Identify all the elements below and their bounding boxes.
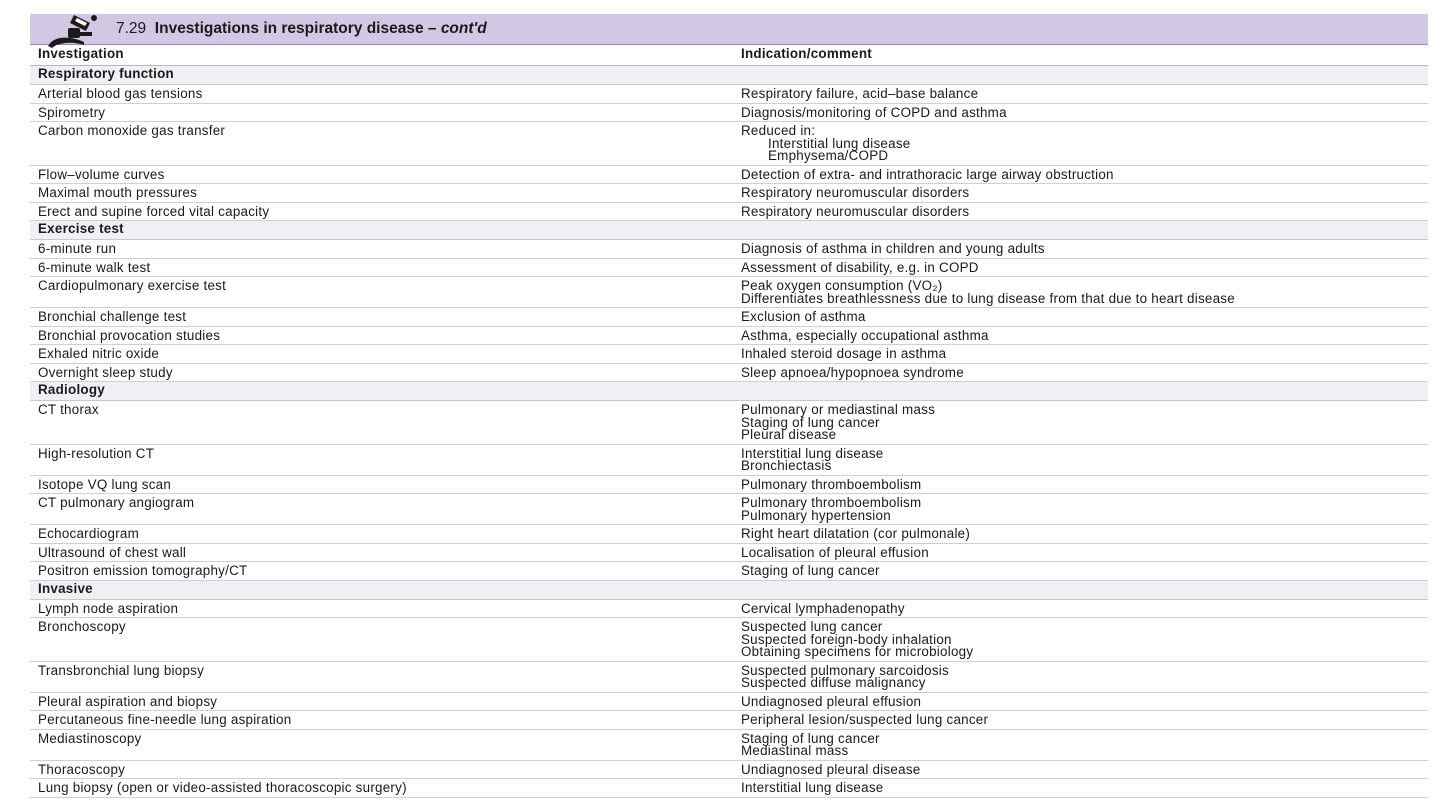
section-row (30, 382, 1428, 401)
indication-line: Pleural disease (741, 427, 837, 442)
section-row (30, 66, 1428, 85)
indication-line: Interstitial lung disease (741, 780, 884, 795)
table-row (30, 692, 1428, 711)
investigation-cell: CT thorax (30, 401, 733, 445)
indication-cell (733, 401, 1428, 445)
table-row (30, 711, 1428, 730)
indication-line: Suspected diffuse malignancy (741, 675, 926, 690)
table-row (30, 202, 1428, 221)
indication-cell (733, 760, 1428, 779)
indication-line: Exclusion of asthma (741, 309, 866, 324)
indication-cell (733, 444, 1428, 475)
section-row (30, 580, 1428, 599)
investigation-cell: Lymph node aspiration (30, 599, 733, 618)
investigation-cell: Pleural aspiration and biopsy (30, 692, 733, 711)
investigations-table (30, 45, 1428, 798)
investigation-cell: High-resolution CT (30, 444, 733, 475)
indication-cell (733, 525, 1428, 544)
indication-line: Suspected lung cancer (741, 619, 883, 634)
table-row (30, 661, 1428, 692)
indication-line: Diagnosis/monitoring of COPD and asthma (741, 104, 1007, 120)
investigation-cell: Arterial blood gas tensions (30, 85, 733, 104)
investigation-cell: Percutaneous fine-needle lung aspiration (30, 711, 733, 730)
table-row (30, 543, 1428, 562)
indication-line: Inhaled steroid dosage in asthma (741, 346, 947, 361)
indication-line: Staging of lung cancer (741, 563, 880, 578)
indication-cell (733, 779, 1428, 798)
investigation-cell: Transbronchial lung biopsy (30, 661, 733, 692)
indication-cell (733, 308, 1428, 327)
indication-line: Interstitial lung disease (768, 135, 911, 151)
investigation-cell: Maximal mouth pressures (30, 184, 733, 203)
investigation-cell: Echocardiogram (30, 525, 733, 544)
indication-line: Obtaining specimens for microbiology (741, 644, 974, 659)
indication-line: Reduced in: (741, 123, 816, 138)
indication-cell (733, 240, 1428, 259)
investigation-cell: Overnight sleep study (30, 363, 733, 382)
table-row (30, 326, 1428, 345)
table-header-row (30, 45, 1428, 66)
table-row (30, 345, 1428, 364)
investigation-cell: Exhaled nitric oxide (30, 345, 733, 364)
section-row (30, 221, 1428, 240)
indication-line: Pulmonary thromboembolism (741, 495, 922, 510)
investigation-cell: Lung biopsy (open or video-assisted thoracoscopic surgery) (30, 779, 733, 798)
investigation-cell: Bronchial provocation studies (30, 326, 733, 345)
microscope-icon (44, 12, 104, 48)
table-row (30, 103, 1428, 122)
indication-cell (733, 711, 1428, 730)
table-row (30, 85, 1428, 104)
indication-line: Pulmonary hypertension (741, 507, 891, 523)
investigation-cell: Spirometry (30, 103, 733, 122)
indication-cell (733, 345, 1428, 364)
indication-cell (733, 543, 1428, 562)
indication-cell (733, 103, 1428, 122)
indication-line: Mediastinal mass (741, 743, 849, 758)
table-number: 7.29 (116, 20, 147, 37)
investigation-cell: Positron emission tomography/CT (30, 562, 733, 581)
investigation-cell: Cardiopulmonary exercise test (30, 277, 733, 308)
indication-line: Peripheral lesion/suspected lung cancer (741, 712, 989, 727)
investigation-cell: Ultrasound of chest wall (30, 543, 733, 562)
investigation-cell: Erect and supine forced vital capacity (30, 202, 733, 221)
indication-line: Sleep apnoea/hypopnoea syndrome (741, 364, 964, 380)
indication-cell (733, 85, 1428, 104)
indication-cell (733, 258, 1428, 277)
table-row (30, 760, 1428, 779)
section-heading: Respiratory function (30, 66, 1428, 85)
table-row (30, 729, 1428, 760)
indication-cell (733, 599, 1428, 618)
indication-cell (733, 562, 1428, 581)
section-heading: Invasive (30, 580, 1428, 599)
indication-line: Diagnosis of asthma in children and young adults (741, 241, 1045, 256)
indication-line: Emphysema/COPD (768, 148, 889, 163)
table-row (30, 240, 1428, 259)
indication-cell (733, 692, 1428, 711)
indication-line: Respiratory neuromuscular disorders (741, 185, 970, 200)
table-row (30, 401, 1428, 445)
indication-cell (733, 122, 1428, 166)
table-row (30, 599, 1428, 618)
indication-line: Bronchiectasis (741, 458, 832, 473)
indication-line: Pulmonary thromboembolism (741, 476, 922, 492)
indication-line: Suspected pulmonary sarcoidosis (741, 662, 949, 678)
investigation-cell: Thoracoscopy (30, 760, 733, 779)
indication-line: Pulmonary or mediastinal mass (741, 402, 936, 417)
section-heading: Radiology (30, 382, 1428, 401)
table-row (30, 122, 1428, 166)
indication-line: Localisation of pleural effusion (741, 544, 929, 560)
table-title-cont: cont'd (440, 20, 487, 37)
indication-line: Staging of lung cancer (741, 414, 880, 430)
indication-line: Differentiates breathlessness due to lung disease from that due to heart disease (741, 290, 1235, 306)
indication-line: Right heart dilatation (cor pulmonale) (741, 526, 971, 541)
indication-line: Respiratory failure, acid–base balance (741, 86, 979, 101)
header-indication: Indication/comment (733, 45, 1428, 66)
investigation-cell: CT pulmonary angiogram (30, 494, 733, 525)
indication-line: Undiagnosed pleural effusion (741, 693, 922, 709)
indication-cell (733, 202, 1428, 221)
table-row (30, 363, 1428, 382)
table-row (30, 184, 1428, 203)
investigation-cell: Carbon monoxide gas transfer (30, 122, 733, 166)
indication-cell (733, 363, 1428, 382)
indication-cell (733, 494, 1428, 525)
investigation-cell: 6-minute run (30, 240, 733, 259)
investigation-cell: Flow–volume curves (30, 165, 733, 184)
table-title-text: Investigations in respiratory disease – (154, 20, 441, 37)
indication-line: Interstitial lung disease (741, 445, 884, 461)
table-body (30, 66, 1428, 798)
indication-cell (733, 277, 1428, 308)
indication-line: Staging of lung cancer (741, 730, 880, 746)
table-row (30, 308, 1428, 327)
table-row (30, 277, 1428, 308)
table-row (30, 525, 1428, 544)
table-title (116, 20, 487, 38)
indication-cell (733, 165, 1428, 184)
table-row (30, 562, 1428, 581)
indication-cell (733, 661, 1428, 692)
header-investigation: Investigation (30, 45, 733, 66)
indication-cell (733, 618, 1428, 662)
indication-line: Cervical lymphadenopathy (741, 600, 905, 616)
investigation-cell: Bronchoscopy (30, 618, 733, 662)
table-panel (30, 14, 1428, 798)
section-heading: Exercise test (30, 221, 1428, 240)
investigation-cell: Bronchial challenge test (30, 308, 733, 327)
indication-cell (733, 729, 1428, 760)
indication-cell (733, 184, 1428, 203)
indication-line: Assessment of disability, e.g. in COPD (741, 259, 979, 275)
indication-cell (733, 326, 1428, 345)
indication-line: Detection of extra- and intrathoracic large airway obstruction (741, 166, 1114, 182)
table-row (30, 494, 1428, 525)
investigation-cell: 6-minute walk test (30, 258, 733, 277)
indication-line: Respiratory neuromuscular disorders (741, 203, 970, 219)
indication-line: Suspected foreign-body inhalation (741, 631, 952, 647)
table-row (30, 165, 1428, 184)
table-row (30, 258, 1428, 277)
indication-line: Asthma, especially occupational asthma (741, 327, 989, 343)
table-row (30, 779, 1428, 798)
table-row (30, 475, 1428, 494)
investigation-cell: Isotope VQ lung scan (30, 475, 733, 494)
indication-line: Peak oxygen consumption (VO₂) (741, 278, 943, 293)
table-title-bar (30, 14, 1428, 45)
table-row (30, 444, 1428, 475)
investigation-cell: Mediastinoscopy (30, 729, 733, 760)
indication-cell (733, 475, 1428, 494)
table-row (30, 618, 1428, 662)
indication-line: Undiagnosed pleural disease (741, 761, 921, 777)
